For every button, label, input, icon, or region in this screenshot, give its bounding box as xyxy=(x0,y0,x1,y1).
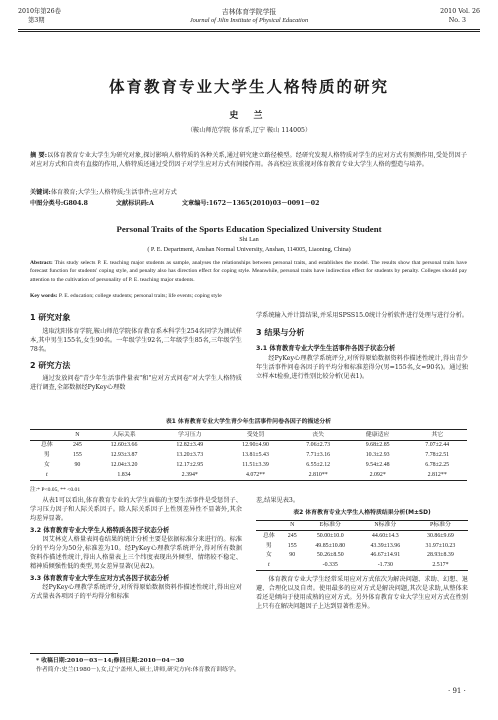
table-2-header: E标准分 xyxy=(319,522,341,529)
table-cell: t xyxy=(46,471,48,478)
abstract-cn xyxy=(30,152,467,170)
table-cell: 245 xyxy=(72,442,82,449)
left-column-lower xyxy=(30,497,242,602)
table-cell: t xyxy=(268,562,270,569)
table-cell: 9.68±2.85 xyxy=(365,442,390,449)
table-1-header: 人际关系 xyxy=(112,431,136,438)
table-cell: 12.04±3.20 xyxy=(110,461,138,468)
table-cell: -1.730 xyxy=(377,562,393,569)
section-3-2-heading: 3.2 体育教育专业大学生人格特质各因子状态分析 xyxy=(30,526,170,534)
keywords-cn-label: 关键词: xyxy=(30,189,51,196)
table-cell: 男 xyxy=(265,542,272,549)
table-1-header xyxy=(30,430,64,441)
table-cell: 31.97±10.23 xyxy=(425,542,456,549)
table-row xyxy=(256,551,468,561)
right-column-lower xyxy=(256,497,468,612)
table-cell: 6.78±2.25 xyxy=(425,461,450,468)
table-cell: 2.810** xyxy=(308,471,328,478)
table-cell: 12.60±3.66 xyxy=(110,442,138,449)
author-bio: 作者简介:史兰(1980－),女,辽宁盖州人,硕士,讲师,研究方向:体育教育训练学。 xyxy=(36,666,240,673)
table-1-note: 注:* P<0.05, ** <0.01 xyxy=(30,487,81,493)
journal-name-header xyxy=(149,8,349,26)
table-cell: 11.51±3.39 xyxy=(242,461,269,468)
article-number: 文章编号:1672－1365(2010)03－0091－02 xyxy=(181,200,320,207)
table-cell: 7.06±2.73 xyxy=(306,442,331,449)
methods-continued-text: 学系统输入并计算结果,并采用SPSS15.0统计分析软件进行处理与进行分析。 xyxy=(256,312,468,319)
table-1-header-row xyxy=(30,430,467,441)
header-year-volume: 2010年第26卷 xyxy=(18,8,61,15)
affiliation-en: ( P. E. Department, Anshan Normal University, Anshan, 114005, Liaoning, China) xyxy=(147,246,351,253)
header-journal-en: Journal of Jilin Institute of Physical Education xyxy=(189,17,309,25)
table-cell: 7.78±2.51 xyxy=(425,452,450,459)
header-volume: 2010 Vol. 26 xyxy=(440,8,480,15)
section-3-1-text: 经PyKey心理教学系统评分,对所得原始数据资料作描述性统计,得出青少年生活事件问卷各因子的平均分和标准差得分(男=155名,女=90名)。通过独立样本t检验,进行性别比较分析(见表1)。 xyxy=(256,354,468,380)
author-cn: 史 兰 xyxy=(229,111,269,121)
footnote-rule xyxy=(30,653,118,654)
table-2-discussion: 体育教育专业大学生经常采用应对方式依次为解决问题、求助、幻想、退避、合理化以及自责。使用最多的应对方式是解决问题,其次是求助,从整体来看还是倾向于使用成熟的应对方式。另外体育教育专业大学生应对方式在性别上只有在解决问题因子上达到显著性差异。 xyxy=(256,576,468,611)
keywords-en-label: Key words: xyxy=(30,293,58,299)
table-cell: 13.20±3.73 xyxy=(176,452,204,459)
affiliation-cn: （鞍山师范学院 体育系,辽宁 鞍山 114005） xyxy=(186,127,312,134)
section-1-heading: 1 研究对象 xyxy=(30,313,71,322)
table-cell: 13.81±5.43 xyxy=(242,452,269,459)
table-cell: 43.39±13.96 xyxy=(370,542,401,549)
table-cell: 12.93±3.87 xyxy=(110,452,138,459)
table-row xyxy=(256,531,468,541)
keywords-en xyxy=(30,292,467,300)
table-cell: 7.07±2.44 xyxy=(425,442,450,449)
received-date: * 收稿日期:2010－03－14;修回日期:2010－04－30 xyxy=(36,657,184,664)
header-number: No. 3 xyxy=(448,16,466,24)
table-cell: 总体 xyxy=(262,532,275,539)
table-1-header: 健康适应 xyxy=(365,431,390,438)
table-cell: 2.092* xyxy=(369,471,386,478)
keywords-cn xyxy=(30,189,467,198)
abstract-en-text: This study selects P. E. teaching major students as sample, analyses the relationships between personal traits, and establishes the model. The results show that personal traits have forecast function for students' coping style, and penalty also has direction effect for coping style. Meanwhile, personal traits have indirection effect for students by penalty. Colleges should pay attention to the cultivation of personality of P. E. teaching major students. xyxy=(30,260,467,283)
table-cell: 7.71±3.16 xyxy=(306,452,331,459)
table-cell: 女 xyxy=(265,552,272,559)
table-cell: 6.55±2.12 xyxy=(306,461,331,468)
table-cell: 245 xyxy=(287,532,297,539)
table-1-discussion: 从表1可以看出,体育教育专业的大学生面临的主要生活事件是受惩罚子、学习压力因子和人际关系因子。除人际关系因子上性别差异性不显著外,其余均差异显著。 xyxy=(30,497,242,522)
table-row xyxy=(256,561,468,571)
table-1-header: N xyxy=(75,431,80,438)
table-row xyxy=(30,451,467,461)
journal-volume-header xyxy=(390,8,480,25)
section-3-3-text: 经PyKey心理教学系统评分,对所得原始数据资料作描述性统计,得出应对方式量表各项因子的平均得分和标准 xyxy=(30,584,242,601)
journal-issue-header xyxy=(18,8,61,25)
table-cell: 46.67±14.91 xyxy=(370,552,401,559)
paper-title-cn: 体育教育专业大学生人格特质的研究 xyxy=(108,78,389,96)
table-2 xyxy=(256,520,468,572)
section-3-3-heading: 3.3 体育教育专业大学生应对方式各因子状态分析 xyxy=(30,575,170,583)
abstract-en xyxy=(30,259,467,284)
document-code: 文献标识码:A xyxy=(115,200,154,207)
table-cell: 总体 xyxy=(40,442,53,449)
keywords-en-text: P. E. education; college students; personal traits; life events; coping style xyxy=(58,293,222,299)
table-cell: 12.17±2.95 xyxy=(176,461,204,468)
table-1 xyxy=(30,429,467,481)
paper-title-en: Personal Traits of the Sports Education Specialized University Student xyxy=(116,224,382,234)
section-3-3-continued: 差,结果见表3。 xyxy=(256,497,300,504)
table-row xyxy=(256,541,468,551)
table-cell xyxy=(282,561,303,571)
header-issue: 第3期 xyxy=(28,16,45,24)
table-cell: 4.072** xyxy=(245,471,266,478)
table-cell: 50.00±10.0 xyxy=(316,532,344,539)
table-cell: -0.335 xyxy=(322,562,338,569)
table-cell: 50.26±8.50 xyxy=(316,552,344,559)
table-cell: 44.60±14.3 xyxy=(371,532,399,539)
table-row xyxy=(30,460,467,470)
section-1-text: 选取沈阳体育学院,鞍山师范学院体育教育系本科学生254名同学为测试样本,其中男生155名,女生90名。一年级学生92名,二年级学生85名,三年级学生78名。 xyxy=(30,327,242,353)
table-row xyxy=(30,440,467,450)
table-1-header: 丧失 xyxy=(312,431,325,438)
table-cell: 男 xyxy=(43,452,50,459)
table-1-caption: 表1 体育教育专业大学生青少年生活事件问卷各因子的描述分析 xyxy=(165,419,332,425)
section-3-heading: 3 结果与分析 xyxy=(256,327,305,337)
table-cell: 女 xyxy=(43,461,50,468)
table-cell: 155 xyxy=(287,542,297,549)
header-rule-thin xyxy=(18,31,480,32)
table-cell: 2.517* xyxy=(432,562,449,569)
table-cell xyxy=(64,470,91,480)
table-2-caption: 表2 体育教育专业大学生人格特质结果分析(M±SD) xyxy=(293,509,431,516)
table-cell: 1.834 xyxy=(117,471,131,478)
clc-number: 中图分类号:G804.8 xyxy=(30,200,88,207)
left-column-upper xyxy=(30,312,242,393)
section-2-text: 通过发放问卷"青少年生活事件量表"和"应对方式问卷"对大学生人格特质进行调查,全部数据经PyKey心理数 xyxy=(30,375,242,392)
table-cell: 2.812** xyxy=(427,471,447,478)
right-column-upper xyxy=(256,312,468,382)
abstract-cn-label: 摘 要: xyxy=(30,152,48,159)
table-2-header: P标准分 xyxy=(429,522,451,529)
table-cell: 49.85±10.80 xyxy=(315,542,346,549)
table-2-header-row xyxy=(256,520,468,531)
section-3-2-text: 因艾林克人格量表问卷结果的统计分析主要是依据标准分来进行的。标准分的平均分为50分,标准差为10。经PyKey心理教学系统评分,得对所有数据资料作描述性统计,得出人格量表上三个纬度表现出外倾型、情绪较不稳定、精神质倾强性低的类型,男女差异显著(见表2)。 xyxy=(30,536,242,571)
table-2-header: N xyxy=(290,522,295,529)
table-cell: 12.82±3.49 xyxy=(176,442,204,449)
table-row xyxy=(30,470,467,480)
table-cell: 90 xyxy=(289,552,296,559)
author-en: Shi Lan xyxy=(239,236,259,243)
classification-line xyxy=(30,200,467,209)
table-cell: 30.86±9.69 xyxy=(427,532,454,539)
table-1-header: 学习压力 xyxy=(177,431,202,438)
table-cell: 9.54±2.48 xyxy=(365,461,390,468)
abstract-cn-text: 以体育教育专业大学生为研究对象,探讨影响人格特质的各种关系,通过研究建立路径模型。经研究发现人格特质对学生的应对方式有预测作用,受处罚因子对应对方式和自责有直接的作用,人格特质还通过受罚因子对学生应对方式有间接作用。各高校应该重视对体育教育专业大学生人格的塑造与培养。 xyxy=(30,152,467,168)
table-cell: 90 xyxy=(74,461,81,468)
table-cell: 12.90±4.90 xyxy=(242,442,269,449)
header-rule xyxy=(18,29,480,30)
page-number: · 91 · xyxy=(448,687,466,695)
keywords-cn-text: 体育教育;大学生;人格特质;生活事件;应对方式 xyxy=(50,189,177,196)
table-1-header: 受处罚 xyxy=(246,431,265,438)
table-2-header: N标准分 xyxy=(374,522,397,529)
section-3-1-heading: 3.1 体育教育专业大学生生活事件各因子状态分析 xyxy=(256,344,396,352)
table-cell: 10.3±2.93 xyxy=(365,452,390,459)
header-journal-cn: 吉林体育学院学报 xyxy=(221,8,277,16)
table-1-header: 其它 xyxy=(431,431,444,438)
abstract-en-label: Abstract: xyxy=(30,260,53,266)
section-2-heading: 2 研究方法 xyxy=(30,360,71,370)
table-cell: 2.394* xyxy=(181,471,198,478)
table-2-header xyxy=(256,520,282,531)
table-cell: 28.93±8.39 xyxy=(427,552,454,559)
footnote xyxy=(36,657,456,674)
table-cell: 155 xyxy=(72,452,82,459)
